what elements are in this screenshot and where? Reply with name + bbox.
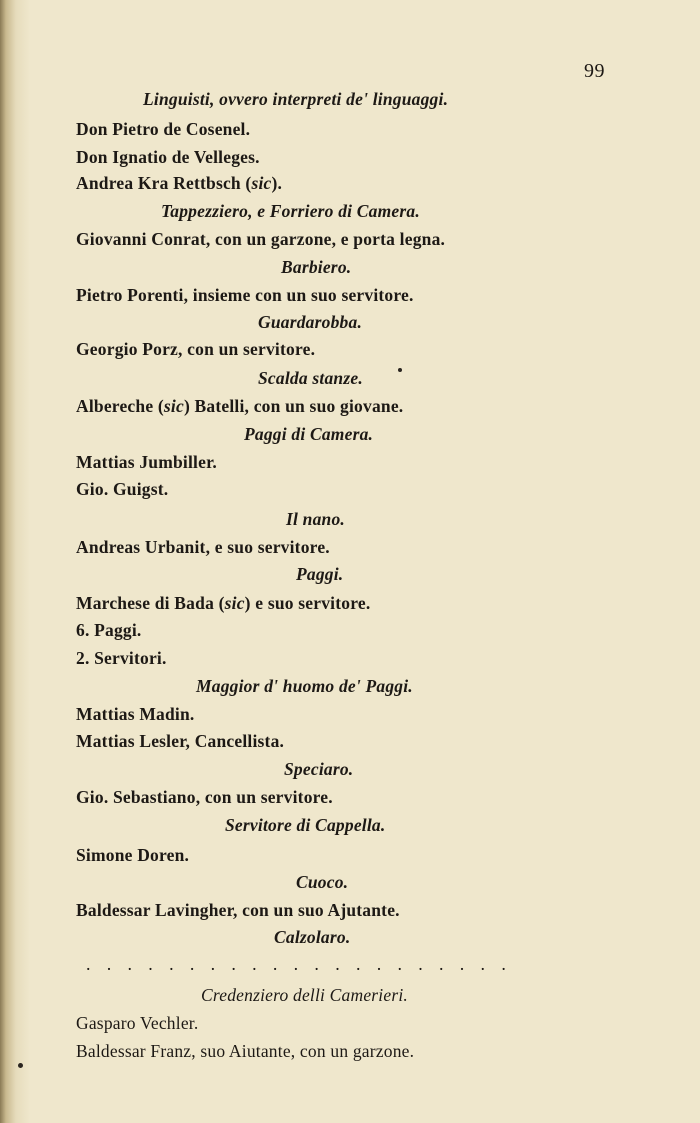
page-number: 99: [584, 60, 605, 82]
entry-line: 2. Servitori.: [76, 648, 167, 668]
entry-line: Georgio Porz, con un servitore.: [76, 339, 316, 359]
entry-line: Simone Doren.: [76, 845, 190, 865]
heading-paggi-di-camera: Paggi di Camera.: [244, 424, 374, 444]
dotted-separator: . . . . . . . . . . . . . . . . . . . . .: [86, 954, 506, 974]
heading-linguisti: Linguisti, ovvero interpreti de' linguaggi.: [143, 89, 449, 109]
entry-line: Don Ignatio de Velleges.: [76, 147, 260, 167]
entry-line: Baldessar Lavingher, con un suo Ajutante.: [76, 900, 400, 920]
heading-servitore-di-cappella: Servitore di Cappella.: [225, 815, 386, 835]
entry-line: [76, 395, 403, 417]
entry-line: [76, 592, 370, 614]
entry-line: Don Pietro de Cosenel.: [76, 119, 251, 139]
entry-line: Mattias Jumbiller.: [76, 452, 218, 472]
entry-line: Giovanni Conrat, con un garzone, e porta legna.: [76, 229, 446, 249]
heading-guardarobba: Guardarobba.: [258, 312, 363, 332]
entry-text: ).: [271, 173, 283, 193]
entry-line: Pietro Porenti, insieme con un suo servitore.: [76, 285, 414, 305]
entry-text: ) e suo servitore.: [244, 593, 371, 613]
entry-line: Gio. Guigst.: [76, 479, 169, 499]
entry-line: Andreas Urbanit, e suo servitore.: [76, 537, 330, 557]
heading-speciaro: Speciaro.: [284, 759, 354, 779]
ink-speck: [398, 368, 402, 372]
entry-line: Gasparo Vechler.: [76, 1013, 199, 1033]
heading-credenziero: Credenziero delli Camerieri.: [201, 985, 408, 1005]
entry-text: Albereche (: [76, 396, 164, 416]
entry-line: Gio. Sebastiano, con un servitore.: [76, 787, 333, 807]
ink-speck: [18, 1063, 23, 1068]
heading-barbiero: Barbiero.: [281, 257, 352, 277]
entry-text: Marchese di Bada (: [76, 593, 225, 613]
heading-paggi: Paggi.: [296, 564, 344, 584]
entry-line: Mattias Lesler, Cancellista.: [76, 731, 285, 751]
sic-note: sic: [163, 396, 184, 416]
entry-text: ) Batelli, con un suo giovane.: [183, 396, 404, 416]
heading-scalda-stanze: Scalda stanze.: [258, 368, 363, 388]
entry-line: 6. Paggi.: [76, 620, 142, 640]
entry-line: Baldessar Franz, suo Aiutante, con un garzone.: [76, 1041, 415, 1061]
entry-text: Andrea Kra Rettbsch (: [76, 173, 252, 193]
sic-note: sic: [224, 593, 245, 613]
entry-line: Mattias Madin.: [76, 704, 195, 724]
heading-tappezziero: Tappezziero, e Forriero di Camera.: [161, 201, 420, 221]
heading-maggior-dhuomo: Maggior d' huomo de' Paggi.: [196, 676, 413, 696]
heading-cuoco: Cuoco.: [296, 872, 349, 892]
entry-line: [76, 172, 282, 194]
sic-note: sic: [251, 173, 272, 193]
heading-calzolaro: Calzolaro.: [274, 927, 351, 947]
heading-il-nano: Il nano.: [286, 509, 345, 529]
